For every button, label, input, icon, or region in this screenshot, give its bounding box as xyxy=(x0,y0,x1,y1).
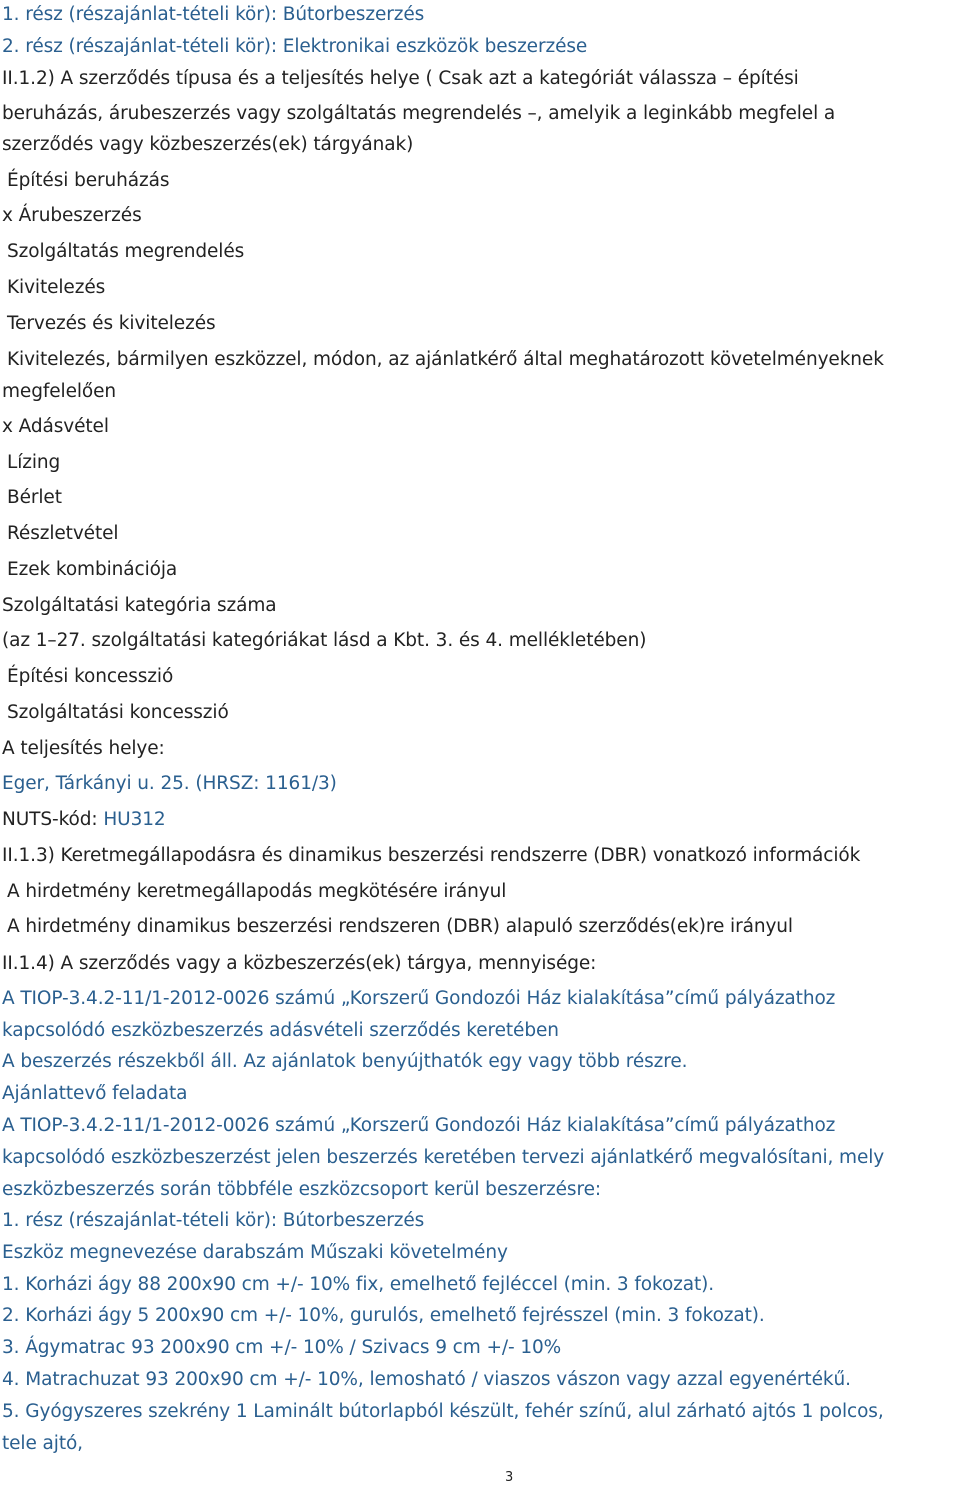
intro-line-2: kapcsolódó eszközbeszerzés adásvételi szerződés keretében xyxy=(2,1020,559,1041)
section-ii14-heading: II.1.4) A szerződés vagy a közbeszerzés(ek) tárgya, mennyisége: xyxy=(2,953,597,974)
place-label: A teljesítés helye: xyxy=(2,738,165,759)
purchase-option-reszletvetel: Részletvétel xyxy=(7,523,119,544)
list-item: 3. Ágymatrac 93 200x90 cm +/- 10% / Szivacs 9 cm +/- 10% xyxy=(2,1337,562,1358)
section-ii12-heading-line-3: szerződés vagy közbeszerzés(ek) tárgyának) xyxy=(2,134,414,155)
type-option-epitesi: Építési beruházás xyxy=(7,170,170,191)
category-label: Szolgáltatási kategória száma xyxy=(2,595,277,616)
concession-epitesi: Építési koncesszió xyxy=(7,666,174,687)
type-option-tervezes: Tervezés és kivitelezés xyxy=(7,313,216,334)
intro-line-9: Eszköz megnevezése darabszám Műszaki követelmény xyxy=(2,1242,508,1263)
intro-line-8: 1. rész (részajánlat-tételi kör): Bútorbeszerzés xyxy=(2,1210,425,1231)
list-item: 2. Korházi ágy 5 200x90 cm +/- 10%, gurulós, emelhető fejrésszel (min. 3 fokozat). xyxy=(2,1305,765,1326)
framework-option: A hirdetmény keretmegállapodás megkötésére irányul xyxy=(7,881,507,902)
category-note: (az 1–27. szolgáltatási kategóriákat lásd a Kbt. 3. és 4. mellékletében) xyxy=(2,630,647,651)
list-item: 1. Korházi ágy 88 200x90 cm +/- 10% fix, emelhető fejléccel (min. 3 fokozat). xyxy=(2,1274,715,1295)
part-2-line: 2. rész (részajánlat-tételi kör): Elektronikai eszközök beszerzése xyxy=(2,36,588,57)
list-item-continued: tele ajtó, xyxy=(2,1433,83,1454)
list-item: 5. Gyógyszeres szekrény 1 Laminált bútorlapból készült, fehér színű, alul zárható ajtós 1 polcos, xyxy=(2,1401,884,1422)
nuts-value: HU312 xyxy=(103,809,166,830)
purchase-option-kombinacio: Ezek kombinációja xyxy=(7,559,178,580)
section-ii13-heading: II.1.3) Keretmegállapodásra és dinamikus beszerzési rendszerre (DBR) vonatkozó információk xyxy=(2,845,861,866)
kivitelezes-line-2: megfelelően xyxy=(2,381,117,402)
type-option-arubeszerzes: x Árubeszerzés xyxy=(2,205,142,226)
nuts-label: NUTS-kód: xyxy=(2,809,104,830)
intro-line-5: A TIOP-3.4.2-11/1-2012-0026 számú „Korszerű Gondozói Ház kialakítása”című pályázathoz xyxy=(2,1115,836,1136)
type-option-szolgaltatas: Szolgáltatás megrendelés xyxy=(7,241,245,262)
intro-line-7: eszközbeszerzés során többféle eszközcsoport kerül beszerzésre: xyxy=(2,1179,601,1200)
list-item: 4. Matrachuzat 93 200x90 cm +/- 10%, lemosható / viaszos vászon vagy azzal egyenértékű. xyxy=(2,1369,851,1390)
part-1-line: 1. rész (részajánlat-tételi kör): Bútorbeszerzés xyxy=(2,4,425,25)
nuts-code xyxy=(2,808,166,832)
intro-line-3: A beszerzés részekből áll. Az ajánlatok benyújthatók egy vagy több részre. xyxy=(2,1051,688,1072)
type-option-kivitelezes: Kivitelezés xyxy=(7,277,106,298)
dbr-option: A hirdetmény dinamikus beszerzési rendszeren (DBR) alapuló szerződés(ek)re irányul xyxy=(7,916,793,937)
place-value: Eger, Tárkányi u. 25. (HRSZ: 1161/3) xyxy=(2,773,337,794)
kivitelezes-line-1: Kivitelezés, bármilyen eszközzel, módon, az ajánlatkérő által meghatározott követelményeknek xyxy=(7,349,884,370)
intro-line-1: A TIOP-3.4.2-11/1-2012-0026 számú „Korszerű Gondozói Ház kialakítása”című pályázathoz xyxy=(2,988,836,1009)
purchase-option-lizing: Lízing xyxy=(7,452,61,473)
purchase-option-berlet: Bérlet xyxy=(7,487,62,508)
section-ii12-heading-line-2: beruházás, árubeszerzés vagy szolgáltatás megrendelés –, amelyik a leginkább megfelel a xyxy=(2,103,836,124)
page-number: 3 xyxy=(505,1470,514,1485)
concession-szolgaltatasi: Szolgáltatási koncesszió xyxy=(7,702,229,723)
purchase-option-adasvetel: x Adásvétel xyxy=(2,416,109,437)
intro-line-4: Ajánlattevő feladata xyxy=(2,1083,188,1104)
section-ii12-heading-line-1: II.1.2) A szerződés típusa és a teljesítés helye ( Csak azt a kategóriát válassza – építési xyxy=(2,68,799,89)
intro-line-6: kapcsolódó eszközbeszerzést jelen beszerzés keretében tervezi ajánlatkérő megvalósítani, mely xyxy=(2,1147,885,1168)
